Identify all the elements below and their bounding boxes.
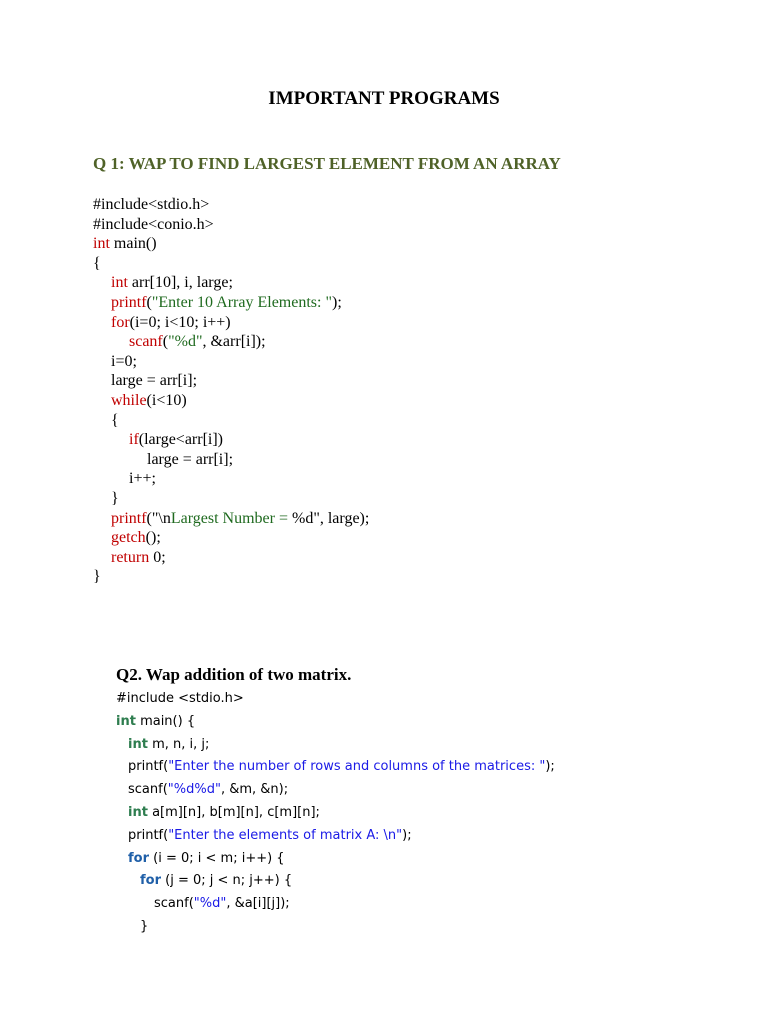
- code-line: [93, 313, 369, 333]
- string-literal: Largest Number =: [170, 509, 292, 527]
- code-line: {: [93, 254, 101, 272]
- keyword: int: [128, 804, 148, 820]
- code-text: , &a[i][j]);: [226, 896, 290, 912]
- code-text: scanf(: [128, 782, 168, 798]
- code-text: (i<10): [146, 391, 187, 409]
- code-line: [93, 273, 369, 293]
- string-literal: "%d": [168, 333, 203, 351]
- keyword: int: [128, 736, 148, 752]
- code-line: large = arr[i];: [111, 372, 198, 390]
- code-line: i=0;: [111, 352, 137, 370]
- code-text: , &arr[i]);: [202, 333, 266, 351]
- string-literal: "Enter 10 Array Elements: ": [151, 293, 332, 311]
- code-text: ("\n: [146, 509, 171, 527]
- keyword: while: [111, 391, 147, 409]
- code-line: [93, 391, 369, 411]
- code-text: (j = 0; j < n; j++) {: [161, 873, 293, 889]
- code-text: );: [545, 759, 555, 775]
- function-name: printf: [111, 293, 147, 311]
- string-literal: "Enter the number of rows and columns of the matrices: ": [168, 759, 546, 775]
- question-1-code-block: [93, 195, 369, 587]
- question-2-code-block: [116, 688, 555, 939]
- code-text: printf(: [128, 759, 169, 775]
- code-text: arr[10], i, large;: [127, 274, 233, 292]
- code-line: [116, 848, 555, 871]
- code-text: (: [146, 293, 152, 311]
- keyword: int: [93, 235, 110, 253]
- code-line: large = arr[i];: [147, 450, 234, 468]
- keyword: for: [111, 313, 130, 331]
- code-text: m, n, i, j;: [147, 736, 210, 752]
- code-text: (i = 0; i < m; i++) {: [149, 850, 285, 866]
- code-text: a[m][n], b[m][n], c[m][n];: [147, 804, 320, 820]
- keyword: int: [111, 274, 128, 292]
- code-text: main(): [109, 235, 157, 253]
- code-text: (i=0; i<10; i++): [129, 313, 231, 331]
- page-title: IMPORTANT PROGRAMS: [268, 88, 500, 109]
- code-text: );: [402, 827, 412, 843]
- code-line: [93, 509, 369, 529]
- function-name: scanf: [129, 333, 163, 351]
- code-text: ();: [145, 529, 161, 547]
- code-line: [116, 779, 555, 802]
- code-line: [93, 548, 369, 568]
- string-literal: "%d%d": [167, 782, 221, 798]
- code-line: [93, 234, 369, 254]
- code-line: [93, 293, 369, 313]
- function-name: getch: [111, 529, 146, 547]
- code-line: #include <stdio.h>: [116, 691, 244, 706]
- code-line: [116, 734, 555, 757]
- keyword: if: [129, 431, 139, 449]
- code-line: }: [111, 489, 119, 507]
- question-2-heading: Q2. Wap addition of two matrix.: [116, 665, 352, 684]
- code-line: #include<conio.h>: [93, 215, 214, 233]
- code-line: [116, 825, 555, 848]
- code-line: }: [93, 568, 101, 586]
- code-line: }: [140, 918, 149, 934]
- keyword: int: [116, 713, 136, 729]
- code-line: [116, 756, 555, 779]
- code-line: {: [111, 411, 119, 429]
- question-1-heading: Q 1: WAP TO FIND LARGEST ELEMENT FROM AN ARRAY: [93, 154, 561, 173]
- code-text: 0;: [149, 548, 166, 566]
- code-line: [93, 332, 369, 352]
- code-text: (: [162, 333, 169, 351]
- code-text: main() {: [135, 713, 196, 729]
- code-line: [93, 430, 369, 450]
- code-line: i++;: [129, 470, 156, 488]
- code-text: scanf(: [154, 896, 194, 912]
- code-line: [116, 893, 555, 916]
- keyword: for: [128, 850, 149, 866]
- keyword: for: [140, 873, 161, 889]
- code-text: %d", large);: [292, 509, 370, 527]
- code-text: );: [332, 293, 342, 311]
- code-line: [116, 870, 555, 893]
- string-literal: "Enter the elements of matrix A: \n": [168, 827, 403, 843]
- string-literal: "%d": [193, 896, 227, 912]
- code-line: [93, 528, 369, 548]
- keyword: return: [111, 548, 150, 566]
- code-line: [116, 711, 555, 734]
- function-name: printf: [111, 509, 147, 527]
- code-text: , &m, &n);: [220, 782, 289, 798]
- code-text: printf(: [128, 827, 169, 843]
- code-line: #include<stdio.h>: [93, 196, 210, 213]
- code-line: [116, 802, 555, 825]
- code-text: (large<arr[i]): [138, 431, 224, 449]
